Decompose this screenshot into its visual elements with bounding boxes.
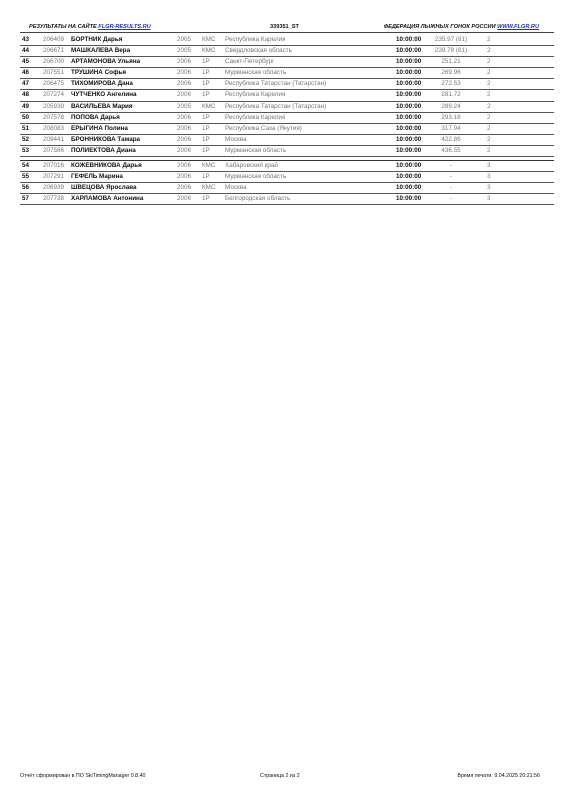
results-table bbox=[20, 35, 554, 205]
result-time: 10:00:00 bbox=[396, 80, 422, 88]
result-points: 251.21 bbox=[441, 58, 461, 66]
table-row bbox=[20, 172, 554, 183]
result-bib: 206475 bbox=[43, 80, 65, 88]
footer-software: Отчёт сформирован в ПО SkiTimingManager 0.8.40 bbox=[20, 773, 146, 779]
athlete-region: Республика Карелия bbox=[225, 113, 286, 121]
result-place: 46 bbox=[22, 69, 30, 77]
result-bib: 205939 bbox=[43, 102, 65, 110]
result-time: 10:00:00 bbox=[396, 47, 422, 55]
result-bib: 208083 bbox=[43, 124, 65, 132]
athlete-name: ЧУТЧЕНКО Ангелина bbox=[71, 91, 137, 99]
birth-year: 2006 bbox=[177, 162, 192, 170]
table-row bbox=[20, 183, 554, 194]
sport-rank: КМС bbox=[202, 184, 216, 192]
federation-link[interactable]: WWW.FLGR.RU bbox=[497, 24, 539, 30]
athlete-name: КОЖЕВНИКОВА Дарья bbox=[71, 162, 142, 170]
birth-year: 2006 bbox=[177, 184, 192, 192]
result-place: 45 bbox=[22, 58, 30, 66]
athlete-region: Белгородская область bbox=[225, 195, 291, 203]
birth-year: 2005 bbox=[177, 36, 192, 43]
result-bib: 206409 bbox=[43, 36, 65, 43]
birth-year: 2006 bbox=[177, 195, 192, 203]
result-group: 2 bbox=[487, 146, 491, 154]
birth-year: 2005 bbox=[177, 102, 192, 110]
birth-year: 2006 bbox=[177, 124, 192, 132]
result-place: 53 bbox=[22, 146, 30, 154]
table-row bbox=[20, 35, 554, 46]
result-points: 272.53 bbox=[441, 80, 461, 88]
athlete-name: ВАСИЛЬЕВА Мария bbox=[71, 102, 133, 110]
birth-year: 2006 bbox=[177, 173, 192, 181]
federation-label: ФЕДЕРАЦИЯ ЛЫЖНЫХ ГОНОК РОССИИ WWW.FLGR.RU bbox=[383, 24, 539, 30]
athlete-name: МАШКАЛЕВА Вера bbox=[71, 47, 131, 55]
footer-page-number: Страница 2 из 2 bbox=[260, 773, 300, 779]
result-bib: 207586 bbox=[43, 146, 65, 154]
result-time: 10:00:00 bbox=[396, 102, 422, 110]
sport-rank: 1Р bbox=[202, 91, 210, 99]
result-time: 10:00:00 bbox=[396, 135, 422, 143]
race-code: 339351_ST bbox=[270, 24, 299, 30]
result-time: 10:00:00 bbox=[396, 58, 422, 66]
result-group: 2 bbox=[487, 36, 491, 43]
sport-rank: 1Р bbox=[202, 173, 210, 181]
athlete-region: Мурманская область bbox=[225, 173, 287, 181]
athlete-region: Республика Татарстан (Татарстан) bbox=[225, 102, 327, 110]
result-time: 10:00:00 bbox=[396, 162, 422, 170]
result-group: 2 bbox=[487, 135, 491, 143]
sport-rank: 1Р bbox=[202, 58, 210, 66]
result-place: 55 bbox=[22, 173, 30, 181]
result-bib: 207016 bbox=[43, 162, 65, 170]
athlete-name: БОРТНИК Дарья bbox=[71, 36, 123, 43]
athlete-name: ПОПОВА Дарья bbox=[71, 113, 120, 121]
results-site-link[interactable]: FLGR-RESULTS.RU bbox=[98, 24, 151, 30]
result-points: - bbox=[449, 195, 453, 203]
athlete-region: Санкт-Петербург bbox=[225, 58, 275, 66]
result-time: 10:00:00 bbox=[396, 113, 422, 121]
athlete-name: ПОЛИЕКТОВА Диана bbox=[71, 146, 136, 154]
birth-year: 2006 bbox=[177, 69, 192, 77]
birth-year: 2006 bbox=[177, 58, 192, 66]
table-row bbox=[20, 46, 554, 57]
result-place: 56 bbox=[22, 184, 30, 192]
result-time: 10:00:00 bbox=[396, 195, 422, 203]
result-points: 281.72 bbox=[441, 91, 461, 99]
athlete-region: Республика Карелия bbox=[225, 91, 286, 99]
athlete-name: БРОННИКОВА Тамара bbox=[71, 135, 141, 143]
sport-rank: КМС bbox=[202, 47, 216, 55]
header-divider bbox=[20, 32, 554, 33]
result-points: 235.97 (81) bbox=[434, 36, 468, 43]
table-row bbox=[20, 146, 554, 157]
result-place: 52 bbox=[22, 135, 30, 143]
birth-year: 2006 bbox=[177, 135, 192, 143]
birth-year: 2006 bbox=[177, 146, 192, 154]
athlete-name: ХАРЛАМОВА Антонина bbox=[71, 195, 144, 203]
athlete-region: Свердловская область bbox=[225, 47, 292, 55]
athlete-name: ШВЕЦОВА Ярослава bbox=[71, 184, 137, 192]
result-points: 422.86 bbox=[441, 135, 461, 143]
result-group: 2 bbox=[487, 102, 491, 110]
result-points: 317.94 bbox=[441, 124, 461, 132]
table-row bbox=[20, 124, 554, 135]
athlete-region: Республика Татарстан (Татарстан) bbox=[225, 80, 327, 88]
birth-year: 2006 bbox=[177, 113, 192, 121]
athlete-region: Республика Карелия bbox=[225, 36, 286, 43]
athlete-name: ГЕФЕЛЬ Марина bbox=[71, 173, 123, 181]
sport-rank: 1Р bbox=[202, 69, 210, 77]
result-time: 10:00:00 bbox=[396, 69, 422, 77]
athlete-name: ТРУШИНА Софья bbox=[71, 69, 127, 77]
result-place: 49 bbox=[22, 102, 30, 110]
birth-year: 2005 bbox=[177, 47, 192, 55]
result-place: 47 bbox=[22, 80, 30, 88]
result-place: 54 bbox=[22, 162, 30, 170]
result-points: 436.55 bbox=[441, 146, 461, 154]
result-points: - bbox=[449, 184, 453, 192]
result-group: 2 bbox=[487, 47, 491, 55]
athlete-region: Мурманская область bbox=[225, 69, 287, 77]
result-time: 10:00:00 bbox=[396, 124, 422, 132]
result-points: 293.18 bbox=[441, 113, 461, 121]
sport-rank: 1Р bbox=[202, 124, 210, 132]
result-points: 239.78 (81) bbox=[434, 47, 468, 55]
result-points: - bbox=[449, 173, 453, 181]
result-bib: 206939 bbox=[43, 184, 65, 192]
result-bib: 207578 bbox=[43, 113, 65, 121]
result-place: 43 bbox=[22, 36, 30, 43]
result-place: 50 bbox=[22, 113, 30, 121]
result-bib: 206671 bbox=[43, 47, 65, 55]
table-row bbox=[20, 57, 554, 68]
result-points: 269.96 bbox=[441, 69, 461, 77]
athlete-region: Хабаровский край bbox=[225, 162, 278, 170]
table-row bbox=[20, 79, 554, 90]
result-group: 2 bbox=[487, 124, 491, 132]
result-place: 44 bbox=[22, 47, 30, 55]
result-time: 10:00:00 bbox=[396, 146, 422, 154]
table-row bbox=[20, 102, 554, 113]
table-row bbox=[20, 68, 554, 79]
sport-rank: 1Р bbox=[202, 80, 210, 88]
result-group: 3 bbox=[487, 173, 491, 181]
athlete-region: Мурманская область bbox=[225, 146, 287, 154]
sport-rank: 1Р bbox=[202, 195, 210, 203]
footer-print-time: Время печати: 9.04.2025 20:21:56 bbox=[457, 773, 540, 779]
sport-rank: 1Р bbox=[202, 113, 210, 121]
athlete-region: Москва bbox=[225, 135, 247, 143]
sport-rank: КМС bbox=[202, 36, 216, 43]
athlete-name: АРТАМОНОВА Ульяна bbox=[71, 58, 141, 66]
result-place: 51 bbox=[22, 124, 30, 132]
result-group: 2 bbox=[487, 113, 491, 121]
result-points: - bbox=[449, 162, 453, 170]
sport-rank: 1Р bbox=[202, 146, 210, 154]
sport-rank: 1Р bbox=[202, 135, 210, 143]
sport-rank: КМС bbox=[202, 162, 216, 170]
result-time: 10:00:00 bbox=[396, 36, 422, 43]
table-row bbox=[20, 113, 554, 124]
result-group: 3 bbox=[487, 195, 491, 203]
athlete-name: ТИХОМИРОВА Дана bbox=[71, 80, 133, 88]
result-place: 57 bbox=[22, 195, 30, 203]
result-bib: 207291 bbox=[43, 173, 65, 181]
result-group: 2 bbox=[487, 69, 491, 77]
result-group: 3 bbox=[487, 162, 491, 170]
table-row bbox=[20, 194, 554, 205]
result-time: 10:00:00 bbox=[396, 173, 422, 181]
athlete-region: Москва bbox=[225, 184, 247, 192]
result-bib: 209441 bbox=[43, 135, 65, 143]
table-row bbox=[20, 90, 554, 101]
result-time: 10:00:00 bbox=[396, 184, 422, 192]
results-site-label: РЕЗУЛЬТАТЫ НА САЙТЕ FLGR-RESULTS.RU bbox=[29, 24, 151, 30]
table-row bbox=[20, 135, 554, 146]
result-group: 3 bbox=[487, 184, 491, 192]
birth-year: 2006 bbox=[177, 80, 192, 88]
result-bib: 206700 bbox=[43, 58, 65, 66]
result-time: 10:00:00 bbox=[396, 91, 422, 99]
result-bib: 207738 bbox=[43, 195, 65, 203]
athlete-region: Республика Саха (Якутия) bbox=[225, 124, 302, 132]
result-group: 2 bbox=[487, 58, 491, 66]
result-place: 48 bbox=[22, 91, 30, 99]
result-bib: 207274 bbox=[43, 91, 65, 99]
result-bib: 207551 bbox=[43, 69, 65, 77]
result-group: 2 bbox=[487, 91, 491, 99]
result-points: 289.24 bbox=[441, 102, 461, 110]
table-row bbox=[20, 160, 554, 172]
sport-rank: КМС bbox=[202, 102, 216, 110]
athlete-name: ЕРЫГИНА Полина bbox=[71, 124, 128, 132]
birth-year: 2006 bbox=[177, 91, 192, 99]
result-group: 2 bbox=[487, 80, 491, 88]
